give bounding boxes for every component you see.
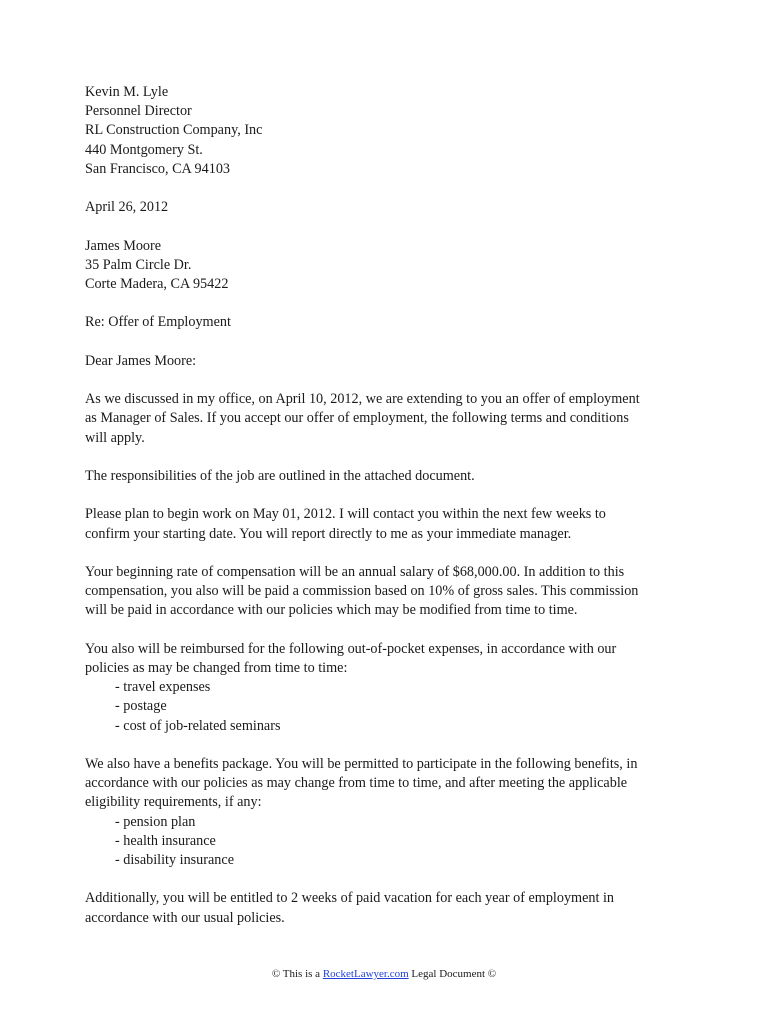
sender-company: RL Construction Company, Inc: [85, 122, 263, 139]
footer-suffix: Legal Document ©: [411, 968, 497, 980]
sender-title: Personnel Director: [85, 103, 192, 120]
footer-prefix: © This is a: [271, 968, 321, 980]
paragraph-line: The responsibilities of the job are outlined in the attached document.: [85, 467, 475, 484]
legal-footer: [0, 967, 768, 981]
paragraph-line: as Manager of Sales. If you accept our offer of employment, the following terms and conditions: [85, 410, 629, 427]
paragraph-benefits: [85, 755, 695, 870]
paragraph-line: We also have a benefits package. You will be permitted to participate in the following benefits, in: [85, 755, 638, 772]
list-item: - pension plan: [115, 813, 196, 830]
recipient-city: Corte Madera, CA 95422: [85, 276, 229, 292]
rocketlawyer-link[interactable]: RocketLawyer.com: [322, 968, 409, 980]
list-item: - postage: [115, 698, 167, 715]
paragraph-line: confirm your starting date. You will report directly to me as your immediate manager.: [85, 525, 572, 542]
paragraph-start-date: [85, 505, 695, 543]
paragraph-line: accordance with our usual policies.: [85, 909, 285, 926]
subject-line: [85, 313, 695, 332]
date-text: April 26, 2012: [85, 199, 169, 216]
paragraph-line: will be paid in accordance with our policies which may be modified from time to time.: [85, 602, 578, 619]
paragraph-line: policies as may be changed from time to time:: [85, 659, 348, 676]
list-item: - cost of job-related seminars: [115, 717, 281, 734]
paragraph-line: compensation, you also will be paid a commission based on 10% of gross sales. This commission: [85, 583, 639, 600]
paragraph-responsibilities: [85, 467, 695, 486]
paragraph-offer: [85, 390, 695, 448]
list-item: - disability insurance: [115, 851, 234, 868]
sender-name: Kevin M. Lyle: [85, 84, 169, 100]
paragraph-compensation: [85, 563, 695, 621]
benefits-list: [85, 813, 695, 871]
paragraph-vacation: [85, 889, 695, 927]
paragraph-line: Additionally, you will be entitled to 2 weeks of paid vacation for each year of employment in: [85, 890, 614, 907]
recipient-name: James Moore: [85, 237, 162, 254]
letter-body: [85, 83, 695, 947]
sender-address: [85, 83, 695, 179]
list-item: - travel expenses: [115, 679, 211, 696]
paragraph-line: will apply.: [85, 429, 145, 446]
paragraph-line: eligibility requirements, if any:: [85, 794, 262, 811]
sender-street: 440 Montgomery St.: [85, 141, 203, 158]
recipient-street: 35 Palm Circle Dr.: [85, 256, 192, 273]
list-item: - health insurance: [115, 832, 216, 849]
sender-city: San Francisco, CA 94103: [85, 160, 231, 177]
letter-date: [85, 198, 695, 217]
paragraph-line: You also will be reimbursed for the following out-of-pocket expenses, in accordance with our: [85, 640, 617, 657]
salutation: [85, 352, 695, 371]
recipient-address: [85, 237, 695, 295]
subject-text: Re: Offer of Employment: [85, 314, 231, 331]
expenses-list: [85, 678, 695, 736]
paragraph-expenses: [85, 640, 695, 736]
paragraph-line: accordance with our policies as may change from time to time, and after meeting the applicable: [85, 775, 628, 792]
paragraph-line: As we discussed in my office, on April 10, 2012, we are extending to you an offer of employment: [85, 391, 640, 408]
paragraph-line: Please plan to begin work on May 01, 2012. I will contact you within the next few weeks to: [85, 506, 606, 523]
paragraph-line: Your beginning rate of compensation will be an annual salary of $68,000.00. In addition to this: [85, 563, 625, 580]
salutation-text: Dear James Moore:: [85, 352, 197, 369]
